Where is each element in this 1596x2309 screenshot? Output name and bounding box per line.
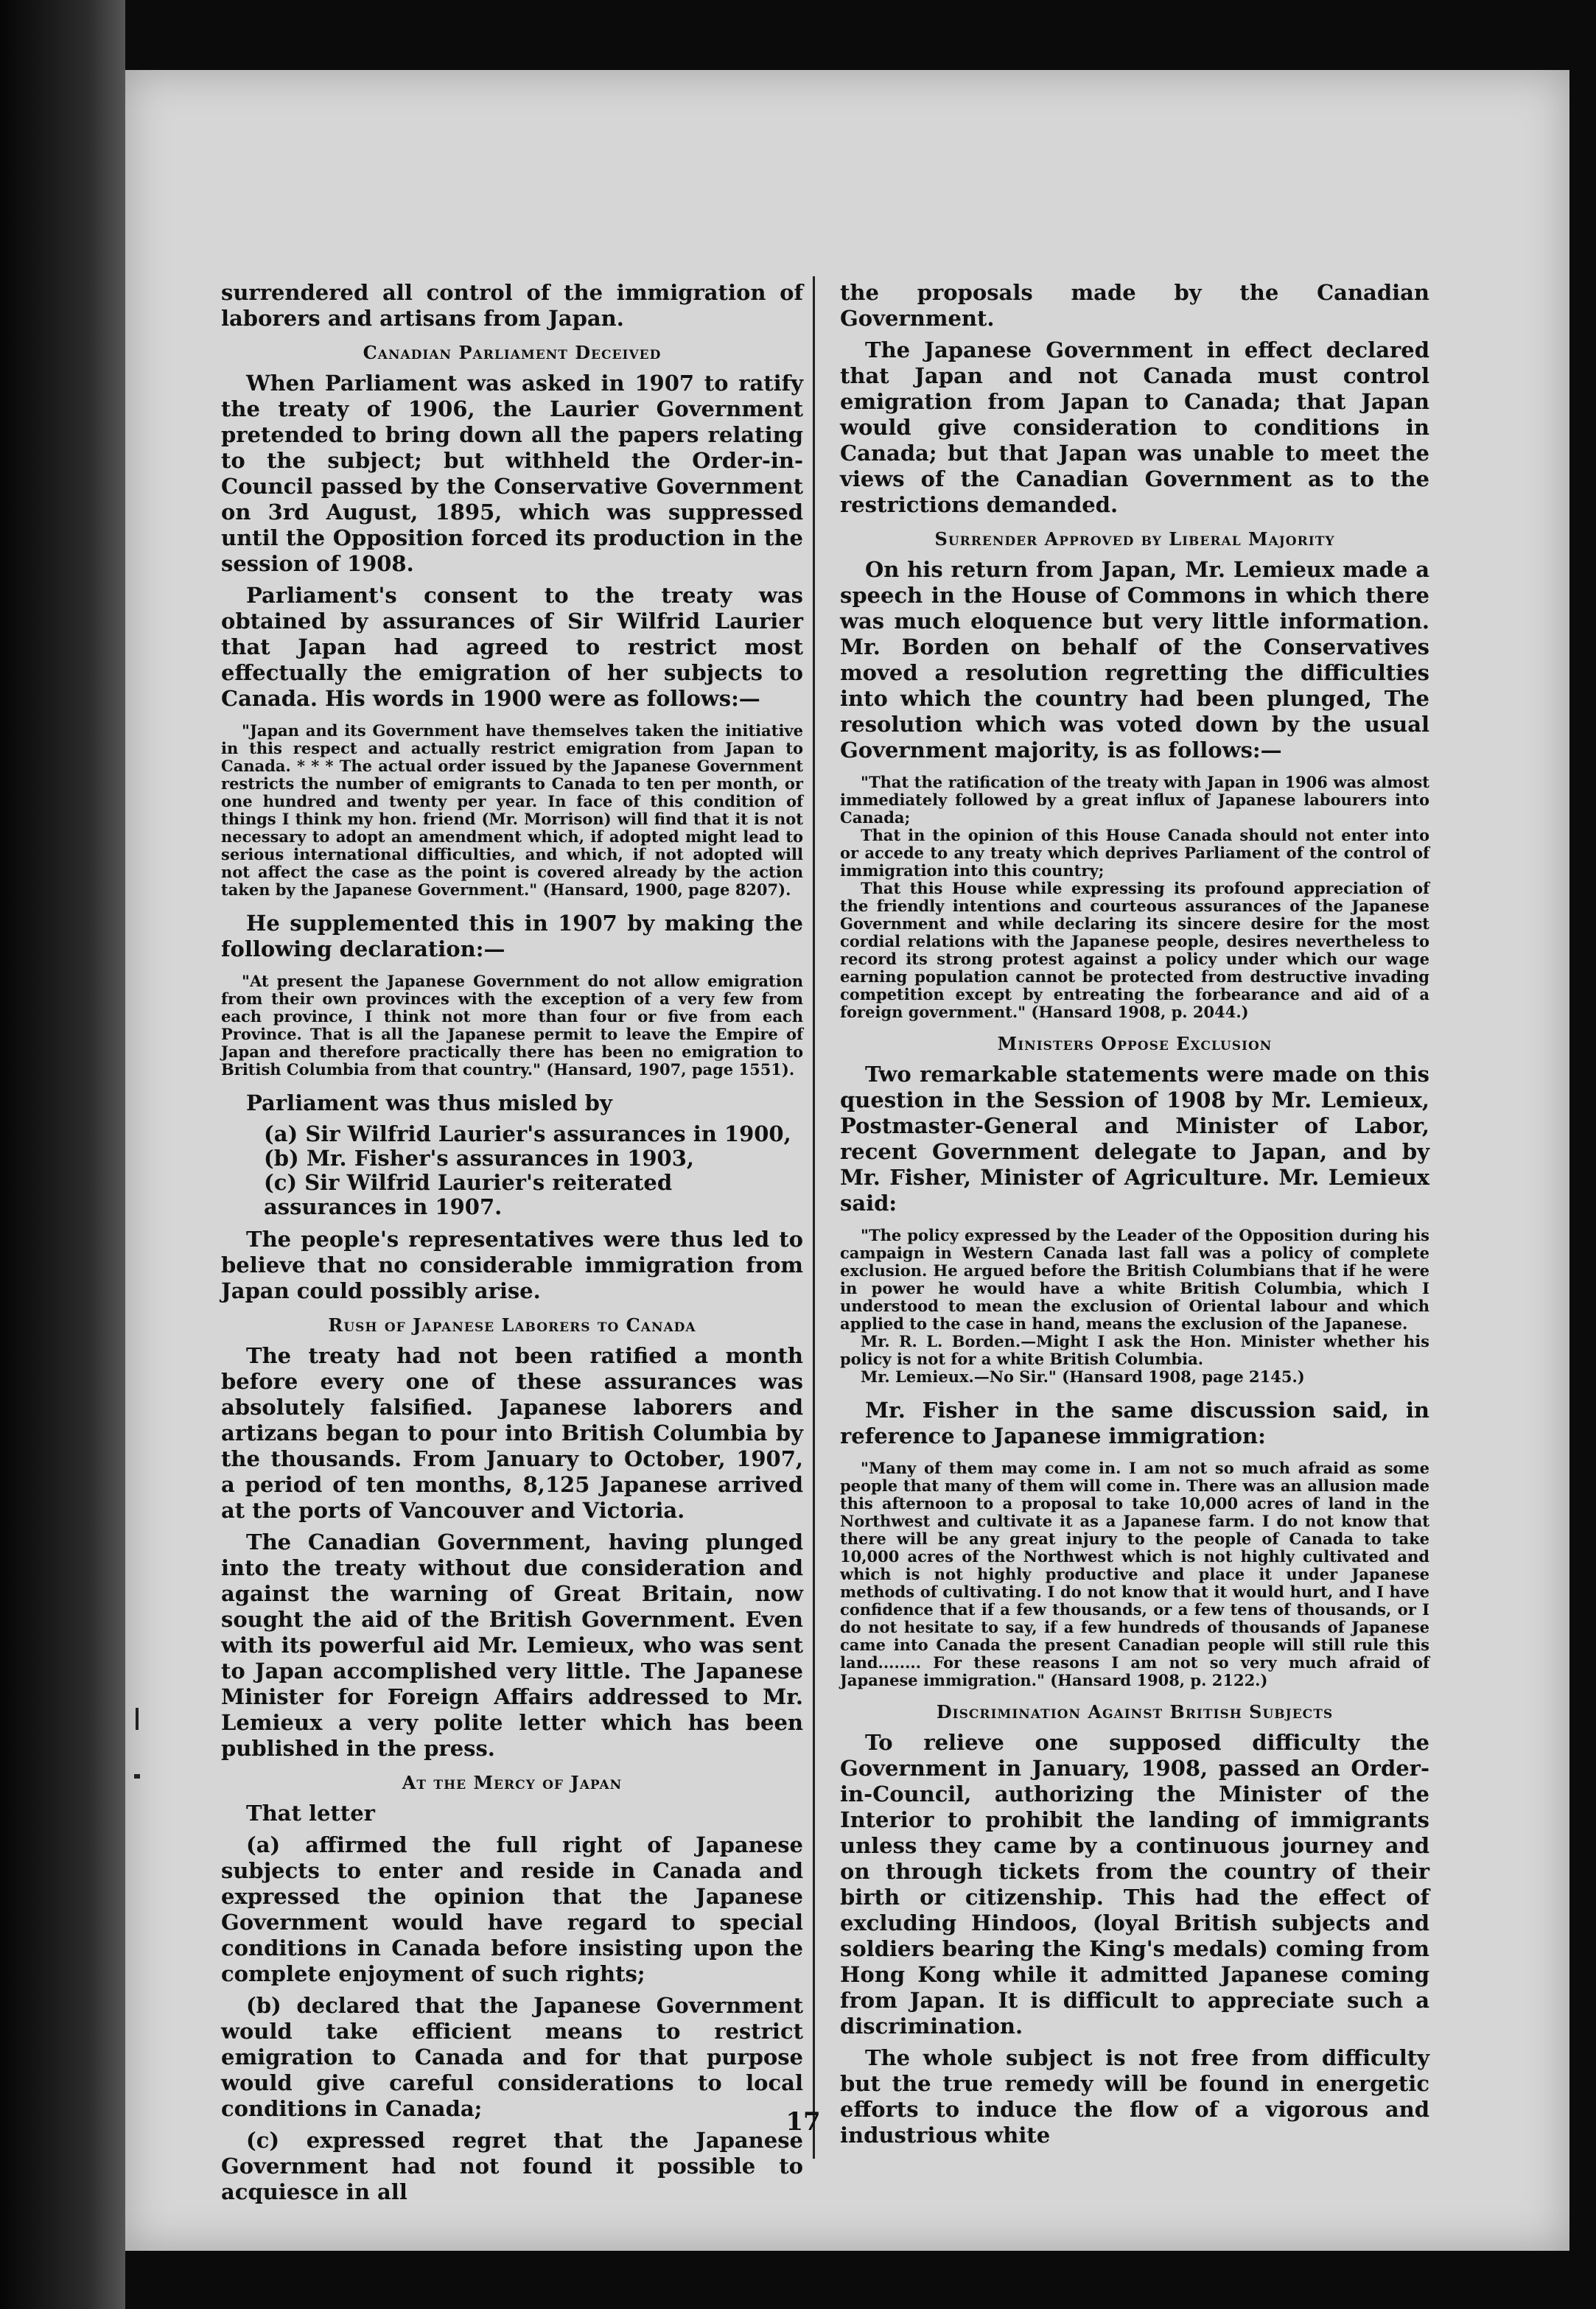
quotation xyxy=(840,1460,1429,1689)
quotation xyxy=(221,722,803,899)
section-heading: Ministers Oppose Exclusion xyxy=(997,1033,1273,1054)
section-heading: Surrender Approved by Liberal Majority xyxy=(934,528,1335,550)
list-item: (a) Sir Wilfrid Laurier's assurances in 1900, xyxy=(264,1121,791,1146)
scan-mark xyxy=(136,1708,139,1730)
quote-text: "That the ratification of the treaty with Japan in 1906 was almost immediately followed by a great influx of Japanese labourers into Canada; xyxy=(840,773,1429,827)
paragraph: The people's representatives were thus led to believe that no considerable immigration from Japan could possibly arise. xyxy=(221,1227,803,1303)
quote-text: "Many of them may come in. I am not so much afraid as some people that many of them will come in. There was an allusion made this afternoon to a proposal to take 10,000 acres of land in the Northwest and cultivate it as a Japanese farm. I do not know that there will be any great injury to the people of Canada to take 10,000 acres of the Northwest which is not highly cultivated and which is not highly productive and place it under Japanese methods of cultivating. I do not know that it would hurt, and I have confidence that if a few thousands, or a few tens of thousands, or I do not hesitate to say, if a few hundreds of thousands of Japanese came into Canada the present Canadian people will still rule this land........ For these reasons I am not so very much afraid of Japanese immigration." (Hansard 1908, p. 2122.) xyxy=(840,1459,1429,1689)
paragraph: To relieve one supposed difficulty the Government in January, 1908, passed an Order-in-Council, authorizing the Minister of the Interior to prohibit the landing of immigrants unless they came by a continuous journey and on through tickets from the country of their birth or citizenship. This had the effect of excluding Hindoos, (loyal British subjects and soldiers bearing the King's medals) coming from Hong Kong while it admitted Japanese coming from Japan. It is difficult to appreciate such a discrimination. xyxy=(840,1730,1429,2039)
quote-text: Mr. R. L. Borden.—Might I ask the Hon. Minister whether his policy is not for a white British Columbia. xyxy=(840,1332,1429,1368)
list-paragraph: (c) expressed regret that the Japanese Government had not found it possible to acquiesce in all xyxy=(221,2128,803,2204)
paragraph: When Parliament was asked in 1907 to ratify the treaty of 1906, the Laurier Government pretended to bring down all the papers relating to the subject; but withheld the Order-in-Council passed by the Conservative Government on 3rd August, 1895, which was suppressed until the Opposition forced its production in the session of 1908. xyxy=(221,371,803,576)
quote-text: That this House while expressing its profound appreciation of the friendly intentions and courteous assurances of the Japanese Government and while declaring its sincere desire for the most cordial relations with the Japanese people, desires nevertheless to record its strong protest against a policy under which our wage earning population cannot be protected from destructive invading competition except by entreating the forbearance and aid of a foreign government." (Hansard 1908, p. 2044.) xyxy=(840,879,1429,1021)
quote-text: That in the opinion of this House Canada should not enter into or accede to any treaty which deprives Parliament of the control of immigration into this country; xyxy=(840,826,1429,880)
scan-border xyxy=(0,0,125,2309)
list-item: (b) Mr. Fisher's assurances in 1903, xyxy=(264,1146,694,1171)
quote-text: "The policy expressed by the Leader of the Opposition during his campaign in Western Canada last fall was a policy of complete exclusion. He argued before the British Columbians that if he were in power he would have a white British Columbia, which I understood to mean the exclusion of Oriental labour and which applied to the case in hand, means the exclusion of the Japanese. xyxy=(840,1226,1429,1333)
paragraph: Parliament was thus misled by xyxy=(246,1090,612,1115)
section-heading: Rush of Japanese Laborers to Canada xyxy=(328,1314,696,1336)
paragraph: the proposals made by the Canadian Government. xyxy=(840,280,1429,331)
paragraph: Mr. Fisher in the same discussion said, in reference to Japanese immigration: xyxy=(840,1398,1429,1448)
paragraph: On his return from Japan, Mr. Lemieux made a speech in the House of Commons in which there was much eloquence but very little information. Mr. Borden on behalf of the Conservatives moved a resolution regretting the difficulties into which the country had been plunged, The resolution which was voted down by the usual Government majority, is as follows:— xyxy=(840,557,1429,763)
page-number: 17 xyxy=(785,2107,821,2137)
list-paragraph: (a) affirmed the full right of Japanese subjects to enter and reside in Canada and expressed the opinion that the Japanese Government would have regard to special conditions in Canada before insisting upon the complete enjoyment of such rights; xyxy=(221,1832,803,1986)
paragraph: The Canadian Government, having plunged into the treaty without due consideration and against the warning of Great Britain, now sought the aid of the British Government. Even with its powerful aid Mr. Lemieux, who was sent to Japan accomplished very little. The Japanese Minister for Foreign Affairs addressed to Mr. Lemieux a very polite letter which has been published in the press. xyxy=(221,1530,803,1761)
quote-text: Mr. Lemieux.—No Sir." (Hansard 1908, page 2145.) xyxy=(861,1367,1305,1386)
quotation xyxy=(840,1227,1429,1386)
list-item: (c) Sir Wilfrid Laurier's reiterated assurances in 1907. xyxy=(264,1170,673,1219)
scan-mark xyxy=(134,1774,140,1779)
paragraph: The whole subject is not free from difficulty but the true remedy will be found in energetic efforts to induce the flow of a vigorous and industrious white xyxy=(840,2045,1429,2148)
quote-text: "At present the Japanese Government do not allow emigration from their own provinces with the exception of a very few from each province, I think not more than four or five from each Province. That is all the Japanese permit to leave the Empire of Japan and therefore practically there has been no emigration to British Columbia from that country." (Hansard, 1907, page 1551). xyxy=(221,972,803,1079)
paragraph: He supplemented this in 1907 by making the following declaration:— xyxy=(221,911,803,961)
section-heading: Discrimination Against British Subjects xyxy=(936,1701,1334,1723)
column-divider xyxy=(813,276,815,2159)
list-paragraph: (b) declared that the Japanese Government would take efficient means to restrict emigration to Canada and for that purpose would give careful considerations to local conditions in Canada; xyxy=(221,1993,803,2121)
paragraph: That letter xyxy=(246,1801,375,1826)
section-heading: Canadian Parliament Deceived xyxy=(363,342,662,363)
paragraph: surrendered all control of the immigration of laborers and artisans from Japan. xyxy=(221,280,803,331)
section-heading: At the Mercy of Japan xyxy=(402,1772,623,1793)
left-column xyxy=(221,280,803,2211)
paragraph: The treaty had not been ratified a month before every one of these assurances was absolutely falsified. Japanese laborers and artizans began to pour into British Columbia by the thousands. From January to October, 1907, a period of ten months, 8,125 Japanese arrived at the ports of Vancouver and Victoria. xyxy=(221,1343,803,1523)
paragraph: Two remarkable statements were made on this question in the Session of 1908 by Mr. Lemieux, Postmaster-General and Minister of Labor, recent Government delegate to Japan, and by Mr. Fisher, Minister of Agriculture. Mr. Lemieux said: xyxy=(840,1062,1429,1216)
right-column xyxy=(840,280,1429,2154)
quotation xyxy=(221,973,803,1079)
paragraph: The Japanese Government in effect declared that Japan and not Canada must control emigration from Japan to Canada; that Japan would give consideration to conditions in Canada; but that Japan was unable to meet the views of the Canadian Government as to the restrictions demanded. xyxy=(840,337,1429,517)
paragraph: Parliament's consent to the treaty was obtained by assurances of Sir Wilfrid Laurier that Japan had agreed to restrict most effectually the emigration of her subjects to Canada. His words in 1900 were as follows:— xyxy=(221,583,803,711)
quotation xyxy=(840,774,1429,1021)
quote-text: "Japan and its Government have themselves taken the initiative in this respect and actually restrict emigration from Japan to Canada. * * * The actual order issued by the Japanese Government restricts the number of emigrants to Canada to ten per month, or one hundred and twenty per year. In face of this condition of things I think my hon. friend (Mr. Morrison) will find that it is not necessary to adopt an amendment which, if adopted might lead to serious international difficulties, and which, if not adopted will not affect the case as the point is covered already by the action taken by the Japanese Government." (Hansard, 1900, page 8207). xyxy=(221,721,803,899)
